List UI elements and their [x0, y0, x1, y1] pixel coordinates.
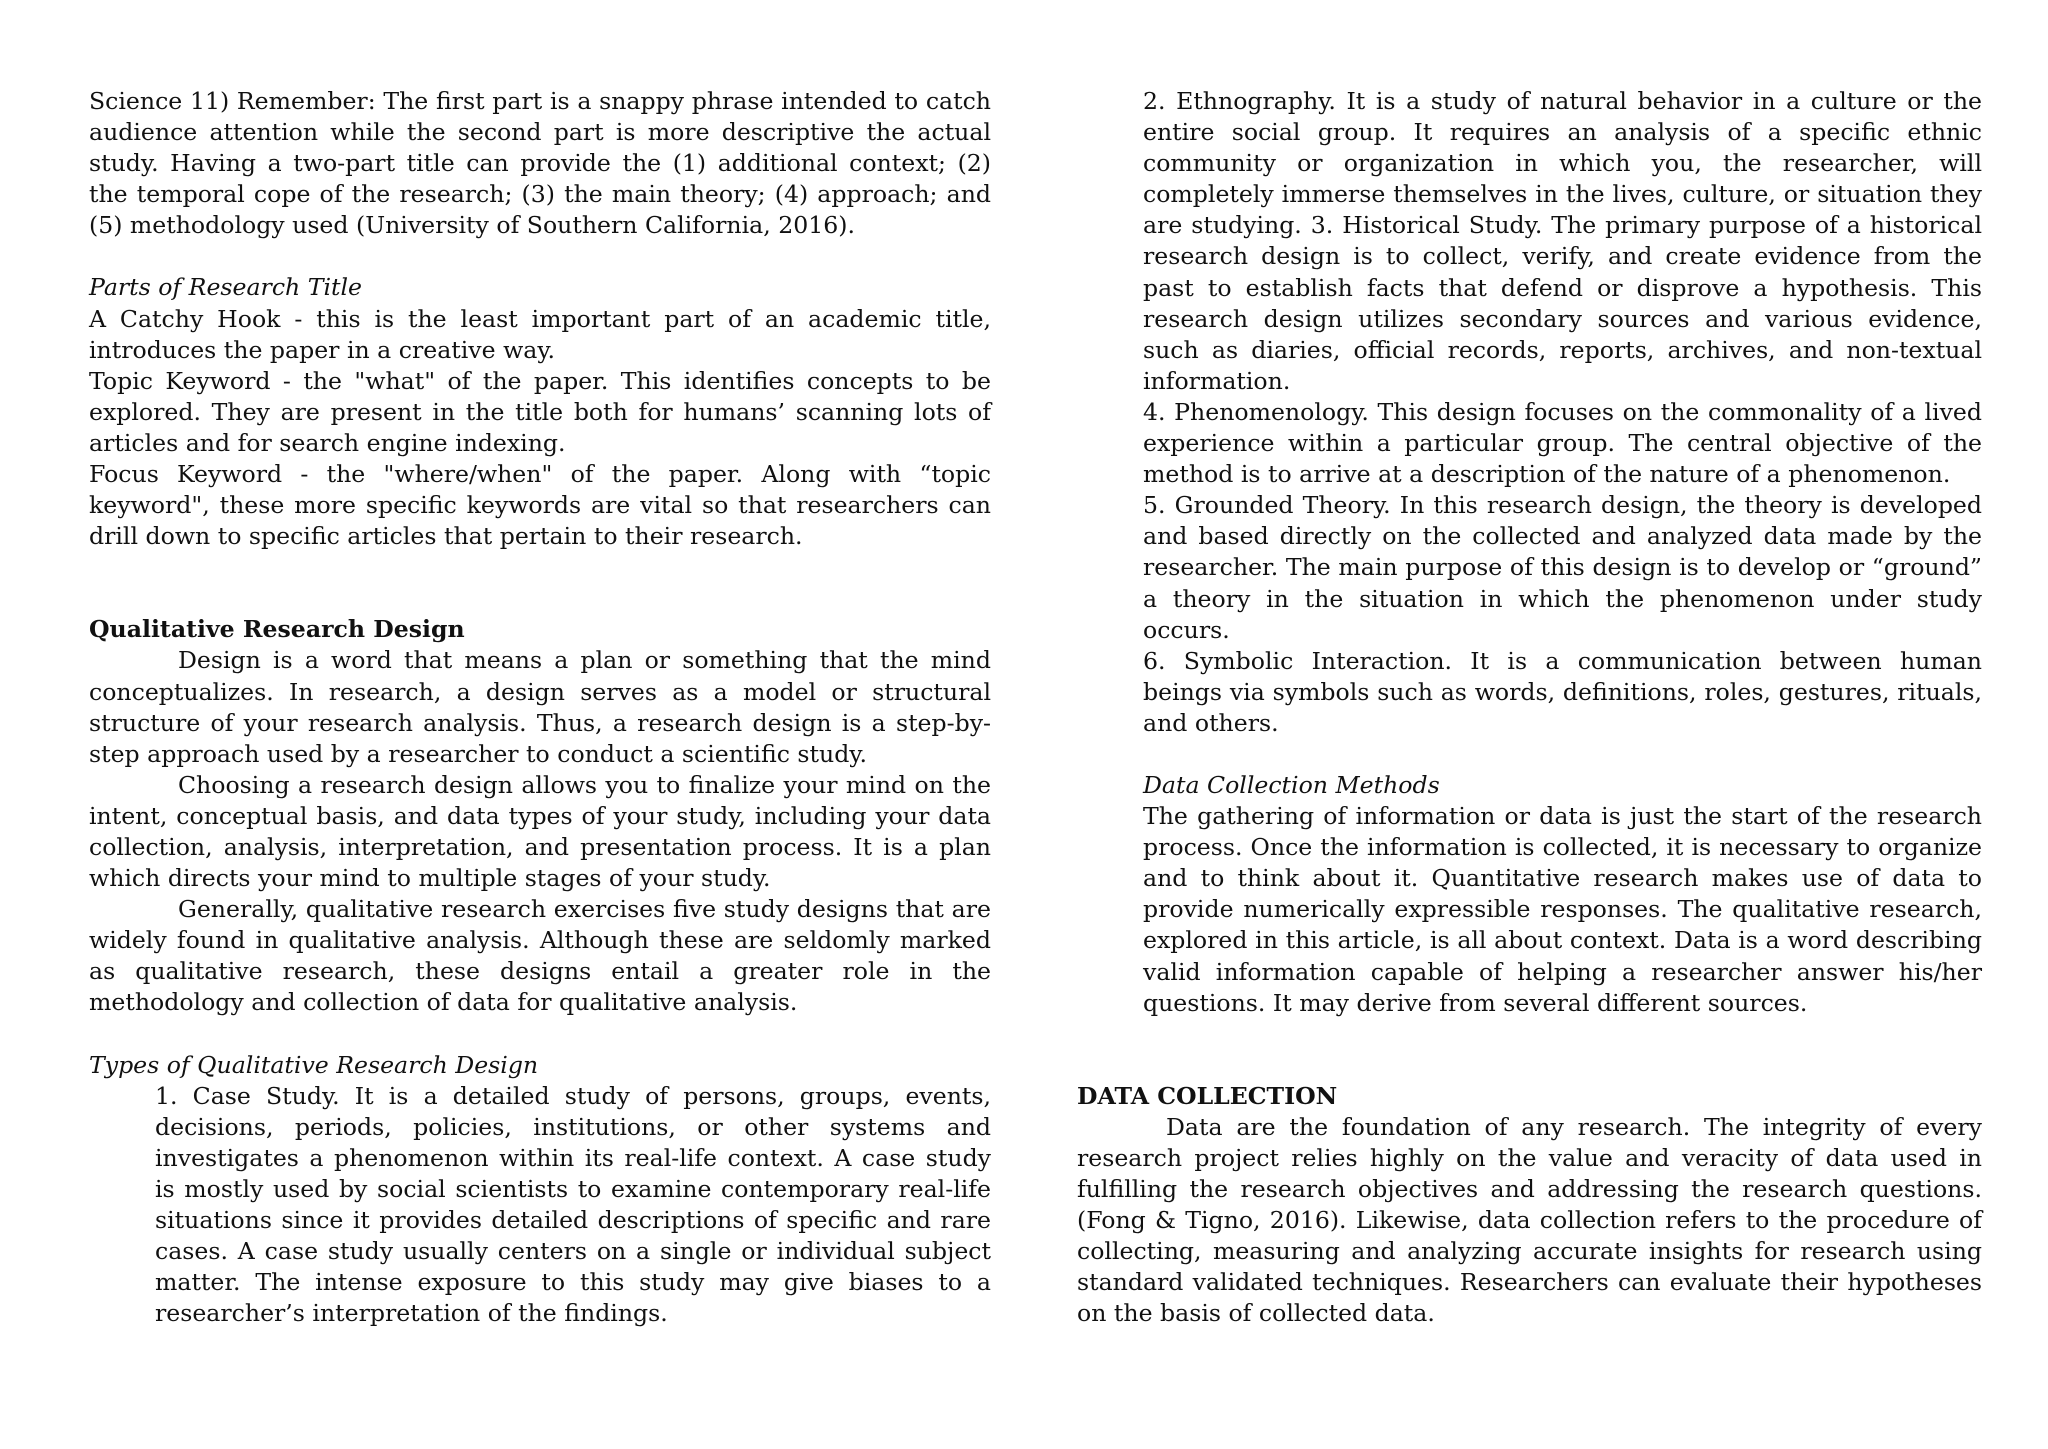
data-collection-paragraph: Data are the foundation of any research. The integrity of every research project relies highly on the value and veracity of data used in fulfilling the research objectives and addressing the research questions. (Fong & Tigno, 2016). Likewise, data collection refers to the procedure of collecting, measuring and analyzing accurate insights for research using standard validated techniques. Researchers can evaluate their hypotheses on the basis of collected data.	[1077, 1112, 1982, 1328]
part-topic-keyword: Topic Keyword - the "what" of the paper. This identifies concepts to be explored. They are present in the title both for humans’ scanning lots of articles and for search engine indexing.	[89, 366, 991, 457]
design-item-ethnography-historical: 2. Ethnography. It is a study of natural behavior in a culture or the entire social group. It requires an analysis of a specific ethnic community or organization in which you, the researcher, will completely immerse themselves in the lives, culture, or situation they are studying. 3. Historical Study. The primary purpose of a historical research design is to collect, verify, and create evidence from the past to establish facts that defend or disprove a hypothesis. This research design utilizes secondary sources and various evidence, such as diaries, official records, reports, archives, and non-textual information.	[1143, 87, 1982, 395]
spacer	[89, 241, 991, 272]
data-collection-methods-paragraph: The gathering of information or data is just the start of the research process. Once the information is collected, it is necessary to organize and to think about it. Quantitative research makes use of data to provide numerically expressible responses. The qualitative research, explored in this article, is all about context. Data is a word describing valid information capable of helping a researcher answer his/her questions. It may derive from several different sources.	[1143, 802, 1982, 1017]
case-study-text: 1. Case Study. It is a detailed study of persons, groups, events, decisions, periods, policies, institutions, or other systems and investigates a phenomenon within its real-life context. A case study is mostly used by social scientists to examine contemporary real-life situations since it provides detailed descriptions of specific and rare cases. A case study usually centers on a single or individual subject matter. The intense exposure to this study may give biases to a researcher’s interpretation of the findings.	[155, 1081, 991, 1328]
case-study-item	[89, 1081, 991, 1330]
part-catchy-hook: A Catchy Hook - this is the least important part of an academic title, introduces the paper in a creative way.	[89, 304, 991, 364]
intro-paragraph: Science 11) Remember: The first part is a snappy phrase intended to catch audience attention while the second part is more descriptive the actual study. Having a two-part title can provide the (1) additional context; (2) the temporal cope of the research; (3) the main theory; (4) approach; and (5) methodology used (University of Southern California, 2016).	[89, 87, 991, 240]
choosing-design-paragraph: Choosing a research design allows you to finalize your mind on the intent, conceptual basis, and data types of your study, including your data collection, analysis, interpretation, and presentation process. It is a plan which directs your mind to multiple stages of your study.	[89, 770, 991, 893]
left-column	[89, 86, 991, 1329]
spacer	[1143, 739, 1982, 770]
types-heading: Types of Qualitative Research Design	[89, 1050, 539, 1079]
parts-of-title-heading: Parts of Research Title	[89, 273, 363, 302]
part-focus-keyword: Focus Keyword - the "where/when" of the paper. Along with “topic keyword", these more specific keywords are vital so that researchers can drill down to specific articles that pertain to their research.	[89, 460, 991, 551]
data-collection-methods-heading: Data Collection Methods	[1143, 770, 1440, 799]
spacer	[89, 1019, 991, 1050]
design-item-symbolic-interaction: 6. Symbolic Interaction. It is a communication between human beings via symbols such as words, definitions, roles, gestures, rituals, and others.	[1143, 646, 1982, 737]
right-column	[1077, 86, 1982, 1329]
spacer	[1077, 1019, 1982, 1081]
qualitative-research-design-heading: Qualitative Research Design	[89, 615, 465, 644]
design-paragraph: Design is a word that means a plan or something that the mind conceptualizes. In research, a design serves as a model or structural structure of your research analysis. Thus, a research design is a step-by-step approach used by a researcher to conduct a scientific study.	[89, 646, 991, 768]
designs-list	[1077, 86, 1982, 1019]
design-item-grounded-theory: 5. Grounded Theory. In this research design, the theory is developed and based directly on the collected and analyzed data made by the researcher. The main purpose of this design is to develop or “ground” a theory in the situation in which the phenomenon under study occurs.	[1143, 491, 1982, 644]
design-item-phenomenology: 4. Phenomenology. This design focuses on the commonality of a lived experience within a particular group. The central objective of the method is to arrive at a description of the nature of a phenomenon.	[1143, 397, 1982, 489]
spacer	[89, 552, 991, 614]
data-collection-heading: DATA COLLECTION	[1077, 1081, 1338, 1110]
generally-paragraph: Generally, qualitative research exercises five study designs that are widely found in qualitative analysis. Although these are seldomly marked as qualitative research, these designs entail a greater role in the methodology and collection of data for qualitative analysis.	[89, 895, 991, 1017]
